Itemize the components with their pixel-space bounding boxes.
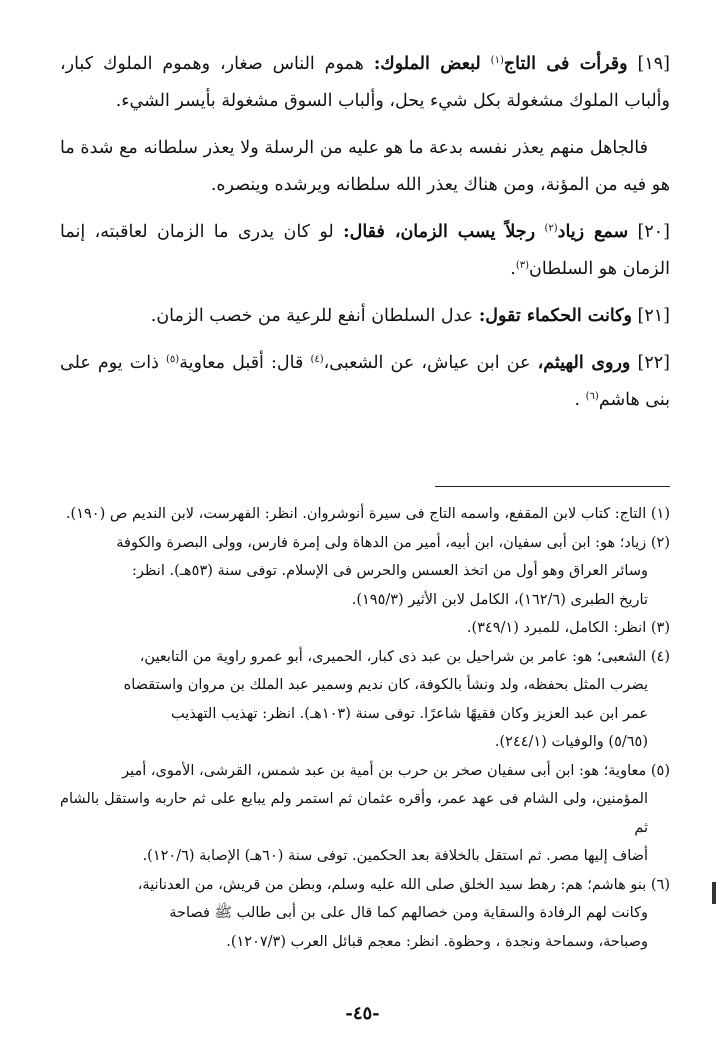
footnote-line: تاريخ الطبرى (١٦٢/٦)، الكامل لابن الأثير (١٩٥/٣). [351, 591, 648, 608]
footnote-5 [60, 757, 670, 871]
paragraph-22 [60, 345, 670, 419]
footnote-6 [60, 871, 670, 957]
footnote-ref: (٦) [585, 391, 599, 402]
footnote-line: (٢) زياد؛ هو: ابن أبى سفيان، ابن أبيه، أمير من الدهاة ولى إمرة فارس، وولى البصرة والكوفة [116, 534, 670, 551]
paragraph-heading-2: لبعض الملوك: [373, 54, 481, 74]
footnote-line: وكانت لهم الرفادة والسقاية ومن خصالهم كما قال على بن أبى طالب ﷺ فصاحة [169, 905, 648, 921]
footnote-line: وسائر العراق وهو أول من اتخذ العسس والحرس فى الإسلام. توفى سنة (٥٣هـ). انظر: [132, 563, 648, 579]
paragraph-heading: سمع زياد [557, 222, 629, 242]
footnote-line: وصباحة، وسماحة ونجدة ، وحظوة. انظر: معجم قبائل العرب (١٢٠٧/٣). [226, 933, 648, 950]
paragraph-heading: وكانت الحكماء تقول: [478, 306, 632, 326]
footnote-divider [435, 486, 670, 487]
page-number: -٤٥- [345, 1003, 380, 1024]
paragraph-heading-2: رجلاً يسب الزمان، فقال: [343, 222, 536, 242]
footnote-line: (٦) بنو هاشم؛ هم: رهط سيد الخلق صلى الله عليه وسلم، وبطن من قريش، من العدنانية، [137, 876, 670, 893]
footnote-ref: (٥) [166, 354, 180, 365]
footnote-line: (٥/٦٥) والوفيات (٢٤٤/١). [494, 734, 648, 750]
footnote-line: (١) التاج: كتاب لابن المقفع، واسمه التاج فى سيرة أنوشروان. انظر: الفهرست، لابن النديم ص (١٩٠). [65, 506, 670, 522]
main-text [60, 46, 670, 429]
paragraph-20 [60, 214, 670, 288]
paragraph-21 [60, 298, 670, 335]
footnote-ref: (٤) [310, 354, 324, 365]
margin-mark [712, 882, 716, 904]
footnote-ref: (٢) [544, 223, 558, 234]
paragraph-tail: . [574, 390, 586, 410]
paragraph-body-3: ذات يوم على بنى هاشم [60, 353, 670, 410]
footnote-line: عمر ابن عبد العزيز وكان فقيهًا شاعرًا. توفى سنة (١٠٣هـ). انظر: تهذيب التهذيب [170, 705, 648, 722]
paragraph-19 [60, 46, 670, 120]
footnote-line: (٥) معاوية؛ هو: ابن أبى سفيان صخر بن حرب بن أمية بن عبد شمس، القرشى، الأموى، أمير [122, 762, 670, 779]
paragraph-body: عدل السلطان أنفع للرعية من خصب الزمان. [150, 306, 474, 326]
footnote-ref: (٣) [515, 260, 530, 271]
footnote-line: يضرب المثل بحفظه، ولد ونشأ بالكوفة، كان نديم وسمير عبد الملك بن مروان واستقضاه [123, 677, 648, 693]
paragraph-continuation [60, 130, 670, 204]
paragraph-number: [١٩] [637, 54, 670, 74]
paragraph-body: عن ابن عياش، عن الشعبى، [323, 353, 531, 373]
paragraph-number: [٢٢] [637, 353, 670, 373]
footnote-3 [60, 614, 670, 643]
footnote-line: (٣) انظر: الكامل، للمبرد (٣٤٩/١). [466, 620, 670, 636]
footnote-2 [60, 529, 670, 615]
footnotes [60, 500, 670, 956]
footnote-1 [60, 500, 670, 529]
paragraph-body-2: قال: أقبل معاوية [179, 353, 304, 373]
paragraph-body: لو كان يدرى ما الزمان لعاقبته، إنما الزمان هو السلطان [60, 222, 670, 279]
paragraph-heading: وروى الهيثم، [537, 353, 631, 373]
paragraph-tail: . [510, 259, 516, 279]
paragraph-number: [٢٠] [637, 222, 670, 242]
paragraph-heading: وقرأت فى التاج [503, 54, 628, 74]
footnote-line: (٤) الشعبى؛ هو: عامر بن شراحيل بن عبد ذى كبار، الحميرى، أبو عمرو راوية من التابعين، [139, 648, 670, 665]
paragraph-body: هموم الناس صغار، وهموم الملوك كبار، وألباب الملوك مشغولة بكل شيء يحل، وألباب السوق مشغولة بأيسر الشيء. [60, 54, 670, 111]
footnote-4 [60, 643, 670, 757]
footnote-line: أضاف إليها مصر. ثم استقل بالخلافة بعد الحكمين. توفى سنة (٦٠هـ) الإصابة (١٢٠/٦). [142, 848, 648, 864]
footnote-ref: (١) [490, 55, 504, 66]
footnote-line: المؤمنين، ولى الشام فى عهد عمر، وأقره عثمان ثم استمر ولم يبايع على ثم حاربه واستقل بالشام ثم [60, 791, 648, 836]
paragraph-number: [٢١] [637, 306, 670, 326]
paragraph-body: فالجاهل منهم يعذر نفسه بدعة ما هو عليه من الرسلة ولا يعذر سلطانه مع شدة ما هو فيه من المؤنة، ومن هناك يعذر الله سلطانه ويرشده وينصره. [60, 138, 670, 195]
